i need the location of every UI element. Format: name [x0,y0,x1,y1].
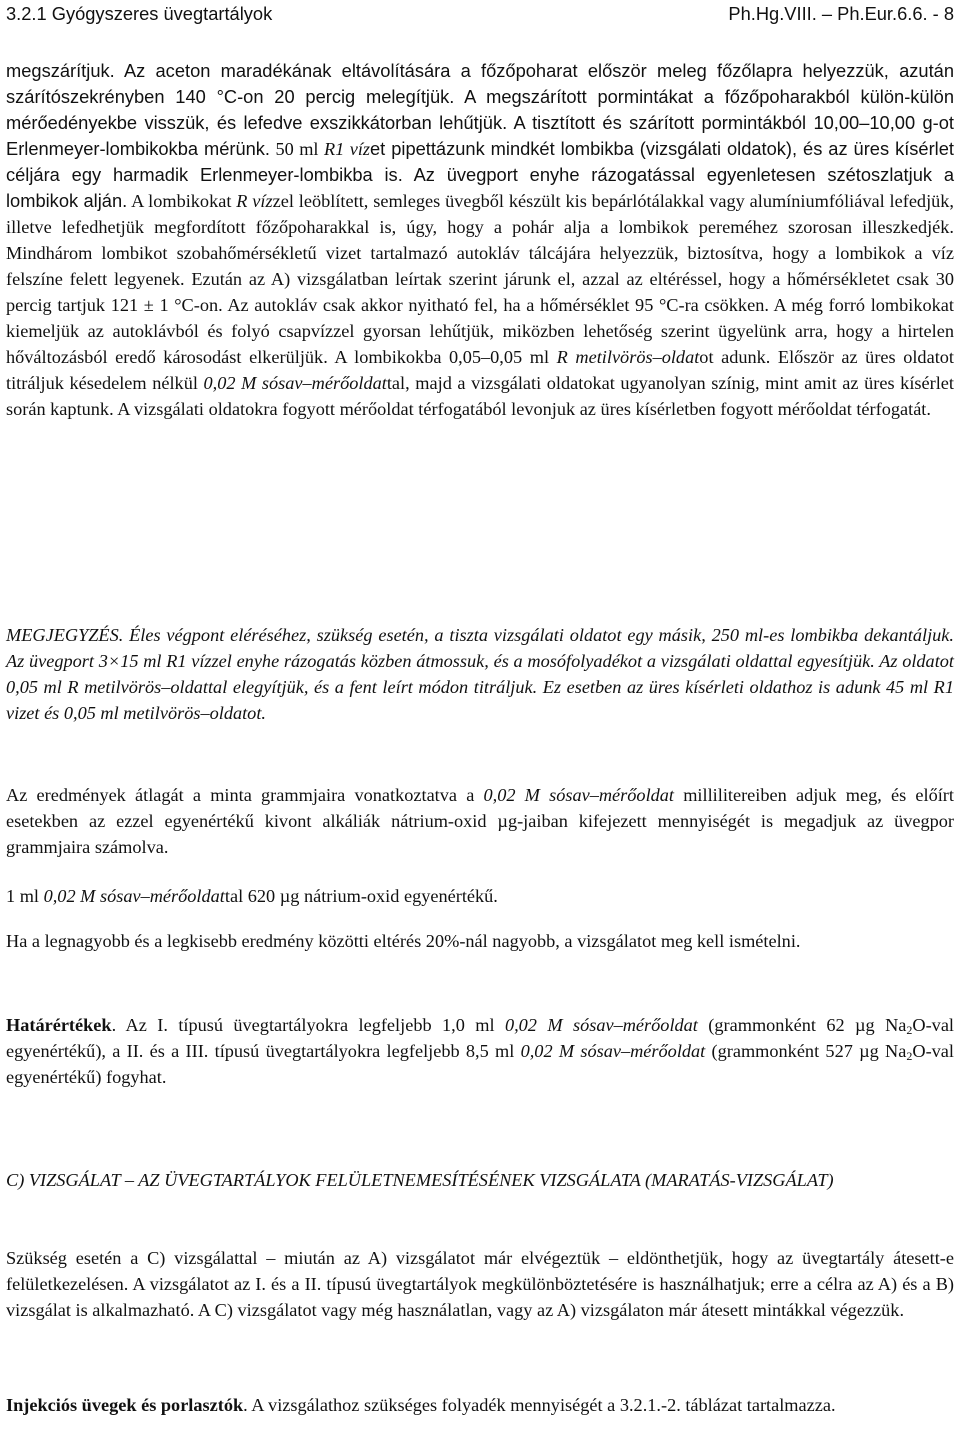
procedure-text-7: tal, majd a vizsgálati oldatokat ugyanolyan színig, mint amit az üres kísérlet során kaptunk. A vizsgálati oldatokra fogyott mérőoldat térfogatából levonjuk az üres kísérletben fogyott mérőoldat térfogatát. [6,373,954,419]
limits-text-d: (grammonként 527 µg Na [711,1041,907,1061]
limits-titrant-1: 0,02 M sósav–mérőoldat [504,1015,698,1035]
procedure-text-5: zel leöblített, semleges üvegből készült kis bepárlótálakkal vagy alumíniumfóliával lefedjük, illetve lefedhetjük megfordított főzőpoharakkal is, úgy, hogy a pohár alja a lombikok pereméhez szorosan illeszkedjék. Mindhárom lombikot szobahőmérsékletű vizet tartalmazó autokláv tálcájára helyezzük, biztosítva, hogy a lombikok a víz felszíne felett legyenek. Ezután az A) vizsgálatban leírtak szerint járunk el, azzal az eltéréssel, hogy a hőmérsékletet csak 30 percig tartjuk 121 ± 1 °C-on. Az autokláv csak akkor nyitható fel, ha a hőmérséklet 95 °C-ra csökken. A még forró lombikokat kiemeljük az autoklávból és folyó csapvízzel gyorsan lehűtjük, miközben lehetőség szerint ügyelünk arra, hogy a hirtelen hőváltozásból eredő károsodást elkerüljük. A lombikokba 0,05–0,05 ml [6,191,955,367]
results-text-b: millilitereiben adjuk meg, és előírt esetekben az ezzel egyenértékű kivont alkáliák nátrium-oxid µg-jaiban kifejezett mennyiségét is megadjuk az üvegpor grammjaira számolva. [6,785,954,857]
equivalence-text-b: tal 620 µg nátrium-oxid egyenértékű. [224,886,498,906]
header-section-title: 3.2.1 Gyógyszeres üvegtartályok [6,3,273,24]
repeat-text: Ha a legnagyobb és a legkisebb eredmény közötti eltérés 20%-nál nagyobb, a vizsgálatot meg kell ismételni. [6,931,801,951]
reagent-methyl-red: R metilvörös–oldat [556,347,700,367]
titrant-name: 0,02 M sósav–mérőoldat [203,373,387,393]
section-c-heading [6,1167,954,1193]
injection-vials-text: . A vizsgálathoz szükséges folyadék mennyiségét a 3.2.1.-2. táblázat tartalmazza. [243,1395,836,1415]
results-text-a: Az eredmények átlagát a minta grammjaira vonatkoztatva a [6,785,475,805]
results-titrant: 0,02 M sósav–mérőoldat [483,785,675,805]
injection-vials-label: Injekciós üvegek és porlasztók [6,1395,244,1415]
limits-text-c: O-val egyenértékű), a II. és a III. típusú üvegtartályokra legfeljebb 8,5 ml [6,1015,955,1061]
paragraph-section-c [6,1245,954,1323]
reagent-r-water: R víz [236,191,273,211]
paragraph-results [6,782,954,860]
limits-titrant-2: 0,02 M sósav–mérőoldat [520,1041,706,1061]
paragraph-repeat [6,928,954,954]
paragraph-injection-vials [6,1392,954,1418]
procedure-text-6: ot adunk. Először az üres oldatot titráljuk késedelem nélkül [6,347,954,393]
paragraph-note [6,622,954,726]
equivalence-titrant: 0,02 M sósav–mérőoldat [43,886,225,906]
section-c-text: Szükség esetén a C) vizsgálattal – miután az A) vizsgálatot már elvégeztük – eldönthetjük, hogy az üvegtartály átesett-e felületkezelésen. A vizsgálatot az I. és a II. típusú üvegtartályok megkülönböztetésére is használhatjuk; erre a célra az A) és a B) vizsgálat is alkalmazható. A C) vizsgálatot vagy még használatlan, vagy az A) vizsgálaton már átesett mintákkal végezzük. [6,1248,954,1320]
paragraph-equivalence [6,883,954,909]
header-pharmacopoeia-ref: Ph.Hg.VIII. – Ph.Eur.6.6. - 8 [728,3,954,24]
limits-text-b: (grammonként 62 µg Na [708,1015,907,1035]
paragraph-limits [6,1012,954,1090]
limits-sub-2: 2 [906,1049,913,1063]
limits-sub-1: 2 [906,1023,913,1037]
procedure-text-1: megszárítjuk. Az aceton maradékának eltávolítására a főzőpoharat először meleg főzőlapra helyezzük, azután szárítószekrényben 140 °C-on 20 percig melegítjük. A megszárított pormintákat a főzőpoharakból külön-külön mérőedényekbe visszük, és lefedve exszikkátorban lehűtjük. A tisztított és szárított pormintákból 10,00–10,00 g-ot Erlenmeyer-lombikokba mérünk. [6,60,954,159]
reagent-r1-water: R1 víz [323,139,371,159]
limits-text-a: . Az I. típusú üvegtartályokra legfeljebb 1,0 ml [111,1015,495,1035]
equivalence-text-a: 1 ml [6,886,40,906]
procedure-text-4: A lombikokat [127,191,232,211]
limits-text-e: O-val egyenértékű) fogyhat. [6,1041,954,1087]
page-header [6,2,954,26]
note-text: Éles végpont eléréséhez, szükség esetén, a tiszta vizsgálati oldatot egy másik, 250 ml-es lombikba dekantáljuk. Az üvegport 3×15 ml R1 vízzel enyhe rázogatás közben átmossuk, és a mosófolyadékot a vizsgálati oldattal egyesítjük. Az oldatot 0,05 ml R metilvörös–oldattal elegyítjük, és a fent leírt módon titráljuk. Ez esetben az üres kísérleti oldathoz is adunk 45 ml R1 vizet és 0,05 ml metilvörös–oldatot. [6,625,954,723]
procedure-text-3: et pipettázunk mindkét lombikba (vizsgálati oldatok), és az üres kísérlet céljára egy harmadik Erlenmeyer-lombikba is. Az üvegport enyhe rázogatással egyenletesen szétoszlatjuk a lombikok alján. [6,138,954,211]
procedure-text-2: 50 ml [275,139,319,159]
section-c-title: C) VIZSGÁLAT – AZ ÜVEGTARTÁLYOK FELÜLETNEMESÍTÉSÉNEK VIZSGÁLATA (MARATÁS-VIZSGÁLAT) [6,1170,834,1190]
paragraph-procedure [6,58,954,422]
limits-label: Határértékek [6,1015,112,1035]
note-label: MEGJEGYZÉS. [6,625,124,645]
